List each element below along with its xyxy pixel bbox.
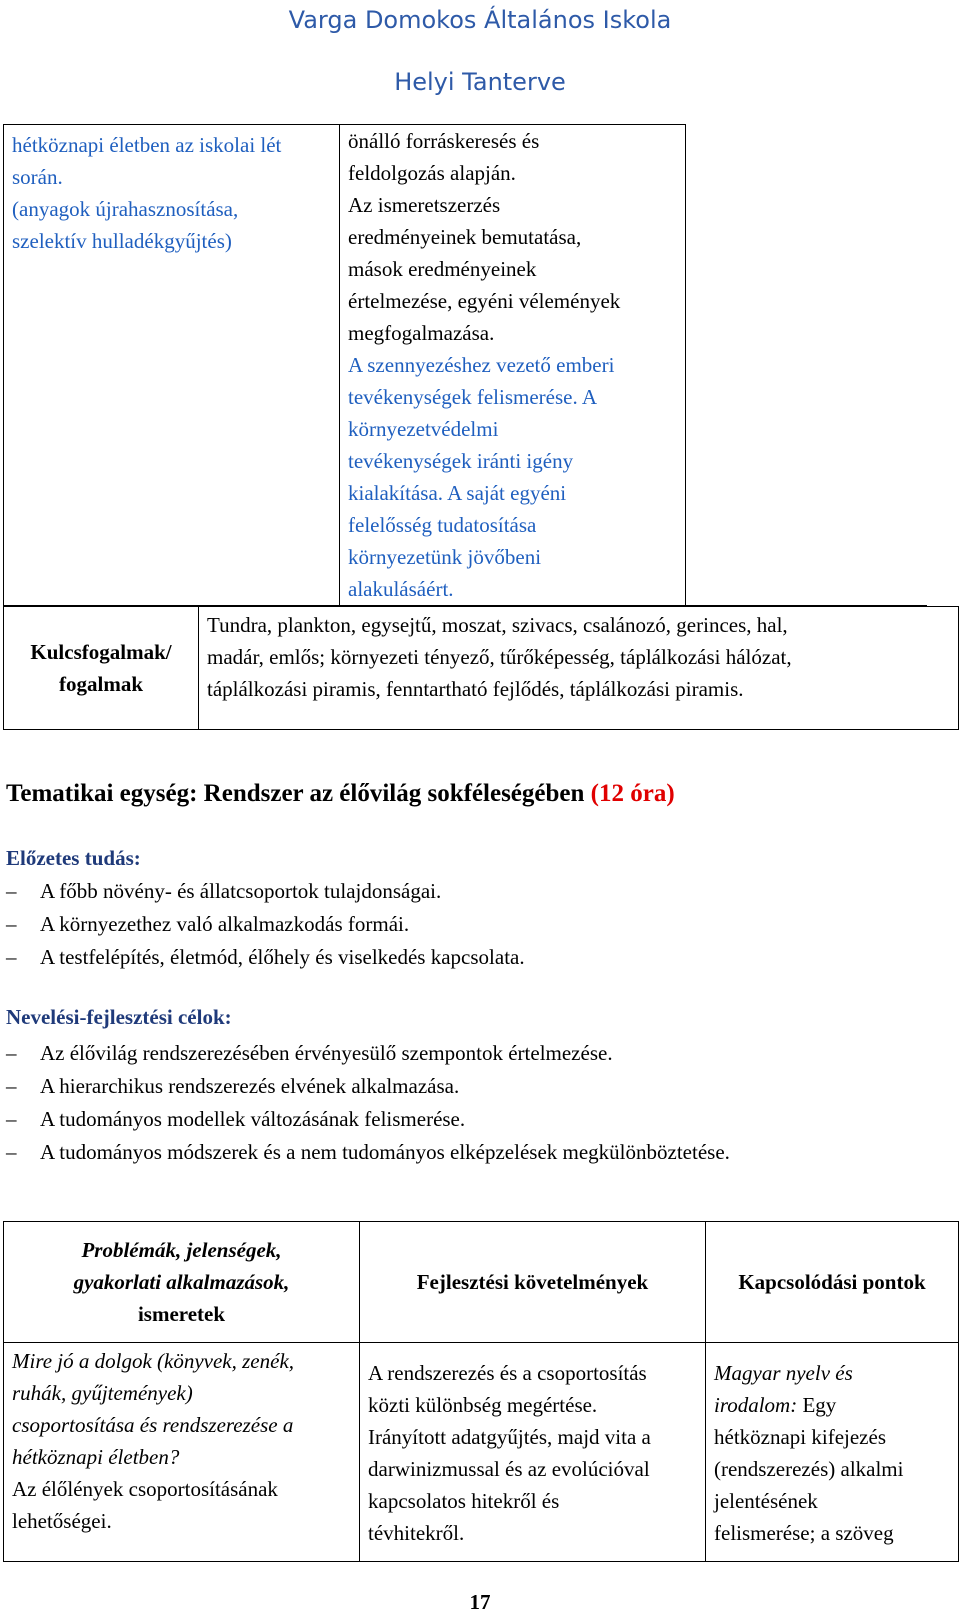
text-line: tévhitekről. [368,1521,465,1545]
text-segment: Egy [797,1393,837,1417]
list-item-text: A környezethez való alkalmazkodás formái. [40,912,410,936]
row-problems [4,1343,360,1562]
header-line: gyakorlati alkalmazások, [73,1270,290,1294]
text-line: madár, emlős; környezeti tényező, tűrőképesség, táplálkozási hálózat, [207,645,792,669]
text-line: közti különbség megértése. [368,1393,598,1417]
list-item-text: A tudományos módszerek és a nem tudományos elképzelések megkülönböztetése. [40,1140,730,1164]
text-line: Irányított adatgyűjtés, majd vita a [368,1425,651,1449]
text-line: önálló forráskeresés és [348,129,540,153]
text-line: hétköznapi kifejezés [714,1425,886,1449]
row-connections [706,1343,959,1562]
top-row1-col2 [340,125,686,606]
page-number: 17 [469,1590,491,1614]
text-line: kialakítása. A saját egyéni [348,481,567,505]
text-line: csoportosítása és rendszerezése a [12,1413,294,1437]
prior-knowledge-list [6,875,525,974]
label-line: Kulcsfogalmak/ [30,640,172,664]
text-line: tevékenységek felismerése. A [348,385,597,409]
text-line: során. [12,165,63,189]
list-item [6,875,525,908]
list-item-text: A főbb növény- és állatcsoportok tulajdonságai. [40,879,442,903]
text-line: Az élőlények csoportosításának [12,1477,278,1501]
top-row1-col3 [686,125,928,606]
text-line: feldolgozás alapján. [348,161,516,185]
text-line: szelektív hulladékgyűjtés) [12,229,232,253]
text-line: ruhák, gyűjtemények) [12,1381,193,1405]
header-requirements: Fejlesztési követelmények [360,1222,706,1343]
key-concepts-label [4,607,199,730]
unit-hours: (12 óra) [590,780,675,807]
text-line: Az ismeretszerzés [348,193,501,217]
goals-list [6,1037,730,1169]
text-line: hétköznapi életben? [12,1445,180,1469]
label-line: fogalmak [59,672,143,696]
text-line: környezetvédelmi [348,417,499,441]
list-item [6,1136,730,1169]
header-problems [4,1222,360,1343]
text-line: darwinizmussal és az evolúcióval [368,1457,650,1481]
text-line: értelmezése, egyéni vélemények [348,289,621,313]
list-item-text: A testfelépítés, életmód, élőhely és viselkedés kapcsolata. [40,945,525,969]
dash-bullet: – [6,1041,17,1065]
top-table [3,124,927,606]
dash-bullet: – [6,879,17,903]
header-line: Problémák, jelenségek, [81,1238,282,1262]
list-item [6,1070,730,1103]
list-item-text: A tudományos modellek változásának felismerése. [40,1107,466,1131]
text-line: (anyagok újrahasznosítása, [12,197,239,221]
text-line: A rendszerezés és a csoportosítás [368,1361,647,1385]
prior-knowledge-label: Előzetes tudás: [6,846,141,870]
col1-text [4,125,339,257]
table-row [4,607,959,730]
unit-title [6,780,675,808]
header-connections: Kapcsolódási pontok [706,1222,959,1343]
table-row [4,125,928,606]
text-line: megfogalmazása. [348,321,495,345]
text-line: Magyar nyelv és [714,1361,853,1385]
unit-title-text: Tematikai egység: Rendszer az élővilág sokféleségében [6,780,585,807]
text-line: A szennyezéshez vezető emberi [348,353,615,377]
table-row [4,1343,959,1562]
list-item [6,1037,730,1070]
goals-label: Nevelési-fejlesztési célok: [6,1005,232,1029]
blue-paragraph [348,349,679,605]
italic-segment: irodalom: [714,1393,798,1417]
top-row1-col1 [4,125,340,606]
school-name-header: Varga Domokos Általános Iskola [288,6,672,34]
text-line: mások eredményeinek [348,257,537,281]
list-item-text: A hierarchikus rendszerezés elvének alkalmazása. [40,1074,460,1098]
text-line: Tundra, plankton, egysejtű, moszat, szivacs, csalánozó, gerinces, hal, [207,613,788,637]
text-line: jelentésének [714,1489,818,1513]
curriculum-header: Helyi Tanterve [394,68,566,96]
text-line: táplálkozási piramis, fenntartható fejlődés, táplálkozási piramis. [207,677,744,701]
text-line: Mire jó a dolgok (könyvek, zenék, [12,1349,295,1373]
key-concepts-table [3,606,959,730]
dash-bullet: – [6,945,17,969]
text-line: hétköznapi életben az iskolai lét [12,133,282,157]
list-item-text: Az élővilág rendszerezésében érvényesülő szempontok értelmezése. [40,1041,613,1065]
row-requirements [360,1343,706,1562]
dash-bullet: – [6,912,17,936]
text-line: alakulásáért. [348,577,454,601]
text-line: eredményeinek bemutatása, [348,225,582,249]
spacer [712,124,713,125]
text-line: felismerése; a szöveg [714,1521,894,1545]
text-line: tevékenységek iránti igény [348,449,574,473]
key-concepts-text [199,607,959,730]
table-header-row [4,1222,959,1343]
list-item [6,908,525,941]
dash-bullet: – [6,1107,17,1131]
unit-table [3,1221,959,1562]
text-line: kapcsolatos hitekről és [368,1489,560,1513]
text-line: környezetünk jövőbeni [348,545,542,569]
header-line: ismeretek [137,1302,226,1326]
col2-text [340,125,685,605]
dash-bullet: – [6,1074,17,1098]
list-item [6,1103,730,1136]
text-line: felelősség tudatosítása [348,513,537,537]
text-line: lehetőségei. [12,1509,112,1533]
text-line [714,1389,952,1421]
text-line: (rendszerezés) alkalmi [714,1457,904,1481]
list-item [6,941,525,974]
dash-bullet: – [6,1140,17,1164]
